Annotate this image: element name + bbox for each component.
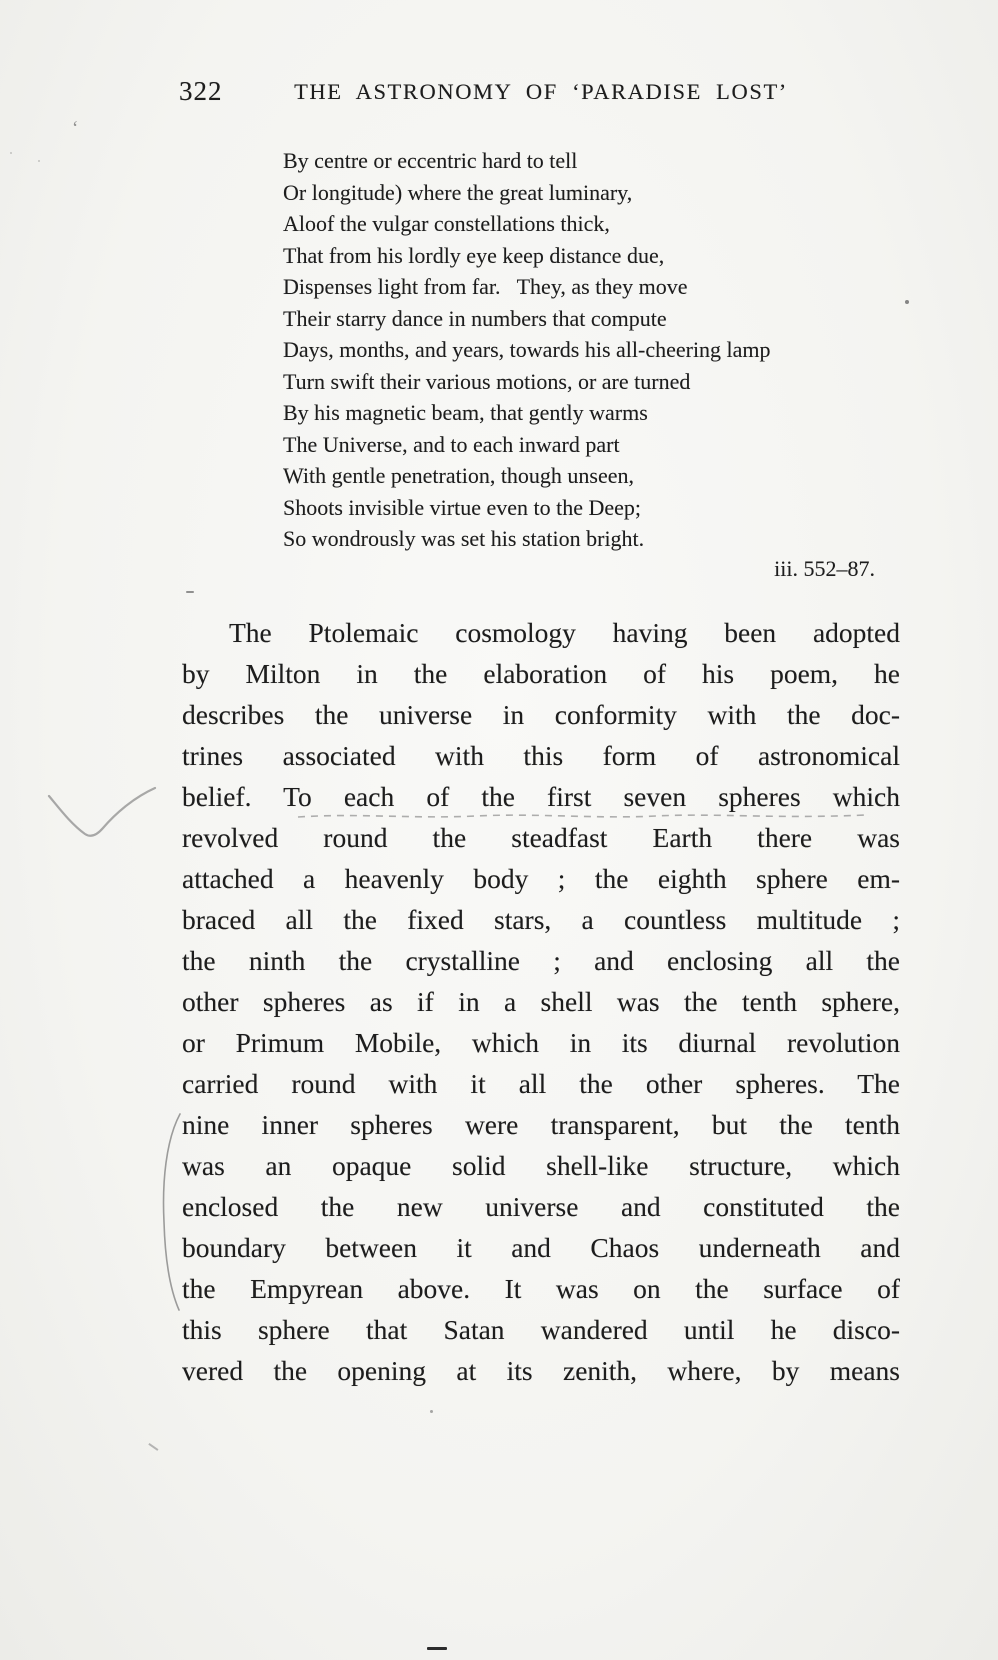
poem-citation: iii. 552–87. bbox=[774, 556, 875, 581]
text-line: attached a heavenly body ; the eighth sphere em- bbox=[182, 863, 900, 894]
text-line: this sphere that Satan wandered until he disco- bbox=[182, 1314, 900, 1345]
page-number: 322 bbox=[179, 76, 223, 106]
text-line: The Ptolemaic cosmology having been adopted bbox=[229, 617, 900, 648]
text-line: or Primum Mobile, which in its diurnal revolution bbox=[182, 1027, 900, 1058]
text-line: revolved round the steadfast Earth there was bbox=[182, 822, 900, 853]
pencil-checkmark bbox=[45, 778, 160, 853]
text-line: nine inner spheres were transparent, but the tenth bbox=[182, 1109, 900, 1140]
poem-line: Their starry dance in numbers that compute bbox=[283, 305, 667, 331]
poem-line: Turn swift their various motions, or are turned bbox=[283, 368, 691, 394]
poem-line: The Universe, and to each inward part bbox=[283, 431, 620, 457]
text-line: enclosed the new universe and constituted the bbox=[182, 1191, 900, 1222]
poem-line: By centre or eccentric hard to tell bbox=[283, 148, 578, 173]
text-line: braced all the fixed stars, a countless multitude ; bbox=[182, 904, 900, 935]
text-line: carried round with it all the other spheres. The bbox=[182, 1068, 900, 1099]
scan-speck: ‘ bbox=[72, 118, 79, 139]
poem-line: Or longitude) where the great luminary, bbox=[283, 179, 633, 205]
text-line: the Empyrean above. It was on the surface of bbox=[182, 1273, 900, 1304]
pencil-margin-bracket bbox=[158, 1112, 184, 1312]
poem-line: Dispenses light from far. They, as they move bbox=[283, 274, 688, 299]
scan-speck bbox=[905, 300, 909, 304]
running-title: THE ASTRONOMY OF ‘PARADISE LOST’ bbox=[294, 79, 788, 104]
poem-line: Shoots invisible virtue even to the Deep; bbox=[283, 494, 642, 520]
poem-line: Aloof the vulgar constellations thick, bbox=[283, 211, 610, 236]
text-line: vered the opening at its zenith, where, by means bbox=[182, 1355, 900, 1386]
scan-speck bbox=[186, 591, 194, 593]
scan-speck bbox=[149, 1443, 159, 1451]
scan-mark-dash bbox=[427, 1647, 447, 1650]
poem-line: By his magnetic beam, that gently warms bbox=[283, 400, 648, 425]
poem-line: So wondrously was set his station bright. bbox=[283, 526, 645, 551]
page-header bbox=[0, 76, 998, 110]
text-line: the ninth the crystalline ; and enclosing all the bbox=[182, 945, 900, 976]
text-line: trines associated with this form of astronomical bbox=[182, 740, 900, 771]
text-line: belief. To each of the first seven spheres which bbox=[182, 781, 900, 812]
scan-speck bbox=[430, 1410, 433, 1413]
poem-line: Days, months, and years, towards his all-cheering lamp bbox=[283, 337, 771, 362]
poem-quotation bbox=[283, 145, 923, 555]
text-line: was an opaque solid shell-like structure, which bbox=[182, 1150, 900, 1181]
scan-speck bbox=[10, 152, 12, 154]
scan-speck bbox=[38, 160, 40, 162]
poem-line: With gentle penetration, though unseen, bbox=[283, 463, 635, 488]
poem-line: That from his lordly eye keep distance due, bbox=[283, 242, 665, 268]
text-line: other spheres as if in a shell was the tenth sphere, bbox=[182, 986, 900, 1017]
body-paragraph bbox=[182, 612, 900, 1391]
text-line: boundary between it and Chaos underneath and bbox=[182, 1232, 900, 1263]
text-line: describes the universe in conformity with the doc- bbox=[182, 699, 900, 730]
text-line: by Milton in the elaboration of his poem, he bbox=[182, 658, 900, 689]
